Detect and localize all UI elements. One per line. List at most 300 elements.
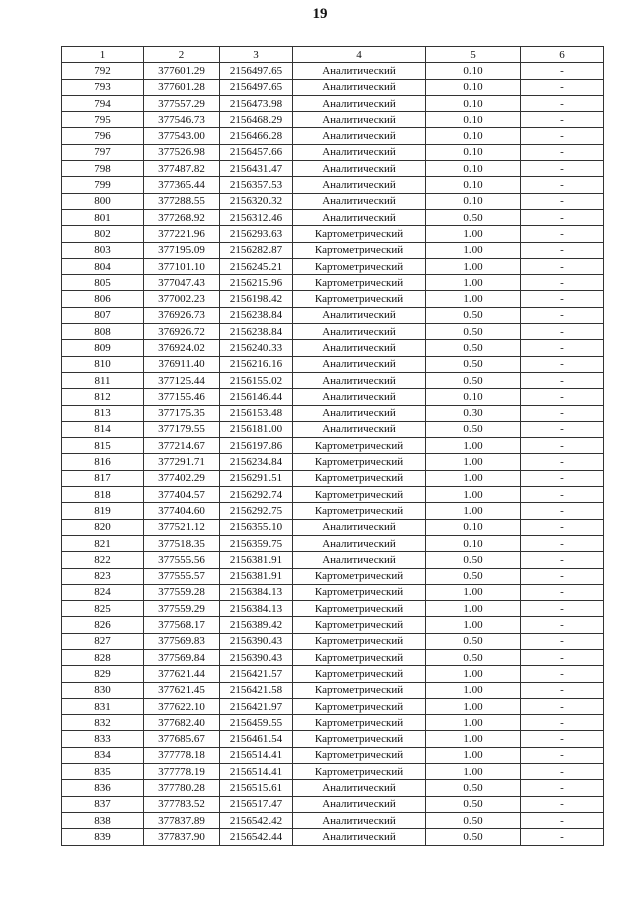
y-coordinate-cell: 2156459.55 — [220, 715, 293, 731]
note-cell: - — [521, 535, 604, 551]
table-row — [62, 324, 604, 340]
accuracy-cell: 0.50 — [426, 307, 521, 323]
y-coordinate-cell: 2156461.54 — [220, 731, 293, 747]
method-cell: Аналитический — [293, 95, 426, 111]
y-coordinate-cell: 2156355.10 — [220, 519, 293, 535]
note-cell: - — [521, 764, 604, 780]
point-number-cell: 817 — [62, 470, 144, 486]
table-row — [62, 568, 604, 584]
y-coordinate-cell: 2156215.96 — [220, 275, 293, 291]
note-cell: - — [521, 666, 604, 682]
y-coordinate-cell: 2156238.84 — [220, 324, 293, 340]
note-cell: - — [521, 519, 604, 535]
table-row — [62, 112, 604, 128]
note-cell: - — [521, 405, 604, 421]
y-coordinate-cell: 2156320.32 — [220, 193, 293, 209]
method-cell: Аналитический — [293, 405, 426, 421]
x-coordinate-cell: 377543.00 — [144, 128, 220, 144]
table-row — [62, 698, 604, 714]
x-coordinate-cell: 377518.35 — [144, 535, 220, 551]
y-coordinate-cell: 2156457.66 — [220, 144, 293, 160]
point-number-cell: 798 — [62, 161, 144, 177]
y-coordinate-cell: 2156421.58 — [220, 682, 293, 698]
table-row — [62, 95, 604, 111]
y-coordinate-cell: 2156384.13 — [220, 601, 293, 617]
note-cell: - — [521, 649, 604, 665]
accuracy-cell: 0.50 — [426, 356, 521, 372]
method-cell: Аналитический — [293, 307, 426, 323]
method-cell: Картометрический — [293, 258, 426, 274]
accuracy-cell: 0.10 — [426, 79, 521, 95]
method-cell: Аналитический — [293, 144, 426, 160]
method-cell: Аналитический — [293, 128, 426, 144]
method-cell: Картометрический — [293, 617, 426, 633]
method-cell: Картометрический — [293, 584, 426, 600]
column-header: 1 — [62, 47, 144, 63]
x-coordinate-cell: 377288.55 — [144, 193, 220, 209]
point-number-cell: 794 — [62, 95, 144, 111]
y-coordinate-cell: 2156390.43 — [220, 633, 293, 649]
method-cell: Картометрический — [293, 470, 426, 486]
note-cell: - — [521, 193, 604, 209]
method-cell: Картометрический — [293, 698, 426, 714]
accuracy-cell: 0.50 — [426, 780, 521, 796]
accuracy-cell: 0.50 — [426, 568, 521, 584]
y-coordinate-cell: 2156497.65 — [220, 63, 293, 79]
point-number-cell: 802 — [62, 226, 144, 242]
table-row — [62, 340, 604, 356]
column-header: 3 — [220, 47, 293, 63]
x-coordinate-cell: 377487.82 — [144, 161, 220, 177]
table-row — [62, 747, 604, 763]
note-cell: - — [521, 747, 604, 763]
accuracy-cell: 1.00 — [426, 764, 521, 780]
x-coordinate-cell: 377291.71 — [144, 454, 220, 470]
method-cell: Картометрический — [293, 503, 426, 519]
method-cell: Аналитический — [293, 177, 426, 193]
column-header: 5 — [426, 47, 521, 63]
point-number-cell: 831 — [62, 698, 144, 714]
point-number-cell: 826 — [62, 617, 144, 633]
y-coordinate-cell: 2156238.84 — [220, 307, 293, 323]
table-body — [62, 63, 604, 845]
note-cell: - — [521, 698, 604, 714]
x-coordinate-cell: 377557.29 — [144, 95, 220, 111]
point-number-cell: 838 — [62, 812, 144, 828]
x-coordinate-cell: 377622.10 — [144, 698, 220, 714]
table-row — [62, 209, 604, 225]
note-cell: - — [521, 307, 604, 323]
point-number-cell: 797 — [62, 144, 144, 160]
method-cell: Аналитический — [293, 340, 426, 356]
x-coordinate-cell: 377569.83 — [144, 633, 220, 649]
method-cell: Картометрический — [293, 715, 426, 731]
accuracy-cell: 0.10 — [426, 95, 521, 111]
y-coordinate-cell: 2156381.91 — [220, 568, 293, 584]
accuracy-cell: 1.00 — [426, 291, 521, 307]
method-cell: Аналитический — [293, 829, 426, 845]
method-cell: Картометрический — [293, 291, 426, 307]
note-cell: - — [521, 112, 604, 128]
note-cell: - — [521, 177, 604, 193]
point-number-cell: 829 — [62, 666, 144, 682]
method-cell: Аналитический — [293, 812, 426, 828]
x-coordinate-cell: 377685.67 — [144, 731, 220, 747]
y-coordinate-cell: 2156381.91 — [220, 552, 293, 568]
y-coordinate-cell: 2156514.41 — [220, 747, 293, 763]
point-number-cell: 825 — [62, 601, 144, 617]
table-row — [62, 796, 604, 812]
method-cell: Картометрический — [293, 666, 426, 682]
y-coordinate-cell: 2156181.00 — [220, 421, 293, 437]
y-coordinate-cell: 2156282.87 — [220, 242, 293, 258]
y-coordinate-cell: 2156197.86 — [220, 438, 293, 454]
accuracy-cell: 0.50 — [426, 829, 521, 845]
y-coordinate-cell: 2156517.47 — [220, 796, 293, 812]
table-row — [62, 242, 604, 258]
y-coordinate-cell: 2156515.61 — [220, 780, 293, 796]
x-coordinate-cell: 377778.19 — [144, 764, 220, 780]
x-coordinate-cell: 377837.89 — [144, 812, 220, 828]
table-row — [62, 584, 604, 600]
table-row — [62, 682, 604, 698]
table-row — [62, 454, 604, 470]
table-row — [62, 617, 604, 633]
method-cell: Картометрический — [293, 764, 426, 780]
method-cell: Картометрический — [293, 242, 426, 258]
x-coordinate-cell: 377404.60 — [144, 503, 220, 519]
point-number-cell: 808 — [62, 324, 144, 340]
note-cell: - — [521, 275, 604, 291]
table-row — [62, 193, 604, 209]
note-cell: - — [521, 454, 604, 470]
x-coordinate-cell: 377404.57 — [144, 487, 220, 503]
point-number-cell: 814 — [62, 421, 144, 437]
y-coordinate-cell: 2156155.02 — [220, 372, 293, 388]
x-coordinate-cell: 377402.29 — [144, 470, 220, 486]
table-row — [62, 470, 604, 486]
point-number-cell: 805 — [62, 275, 144, 291]
table-row — [62, 535, 604, 551]
x-coordinate-cell: 377047.43 — [144, 275, 220, 291]
y-coordinate-cell: 2156153.48 — [220, 405, 293, 421]
table-row — [62, 161, 604, 177]
table-row — [62, 552, 604, 568]
x-coordinate-cell: 377155.46 — [144, 389, 220, 405]
x-coordinate-cell: 377783.52 — [144, 796, 220, 812]
x-coordinate-cell: 377555.57 — [144, 568, 220, 584]
accuracy-cell: 1.00 — [426, 438, 521, 454]
table-row — [62, 275, 604, 291]
accuracy-cell: 1.00 — [426, 454, 521, 470]
note-cell: - — [521, 356, 604, 372]
table-row — [62, 503, 604, 519]
note-cell: - — [521, 731, 604, 747]
table-row — [62, 764, 604, 780]
note-cell: - — [521, 584, 604, 600]
x-coordinate-cell: 377568.17 — [144, 617, 220, 633]
page-number: 19 — [312, 6, 328, 22]
note-cell: - — [521, 470, 604, 486]
accuracy-cell: 1.00 — [426, 747, 521, 763]
accuracy-cell: 0.10 — [426, 161, 521, 177]
point-number-cell: 795 — [62, 112, 144, 128]
point-number-cell: 836 — [62, 780, 144, 796]
note-cell: - — [521, 780, 604, 796]
point-number-cell: 807 — [62, 307, 144, 323]
point-number-cell: 815 — [62, 438, 144, 454]
point-number-cell: 793 — [62, 79, 144, 95]
accuracy-cell: 0.50 — [426, 552, 521, 568]
note-cell: - — [521, 633, 604, 649]
table-row — [62, 487, 604, 503]
accuracy-cell: 1.00 — [426, 226, 521, 242]
method-cell: Аналитический — [293, 112, 426, 128]
note-cell: - — [521, 487, 604, 503]
method-cell: Картометрический — [293, 568, 426, 584]
note-cell: - — [521, 503, 604, 519]
x-coordinate-cell: 377555.56 — [144, 552, 220, 568]
note-cell: - — [521, 340, 604, 356]
x-coordinate-cell: 377778.18 — [144, 747, 220, 763]
table-row — [62, 649, 604, 665]
point-number-cell: 828 — [62, 649, 144, 665]
note-cell: - — [521, 568, 604, 584]
table-row — [62, 666, 604, 682]
method-cell: Аналитический — [293, 780, 426, 796]
point-number-cell: 799 — [62, 177, 144, 193]
x-coordinate-cell: 377546.73 — [144, 112, 220, 128]
accuracy-cell: 0.50 — [426, 649, 521, 665]
note-cell: - — [521, 829, 604, 845]
accuracy-cell: 0.50 — [426, 633, 521, 649]
note-cell: - — [521, 258, 604, 274]
table-row — [62, 731, 604, 747]
point-number-cell: 806 — [62, 291, 144, 307]
y-coordinate-cell: 2156240.33 — [220, 340, 293, 356]
y-coordinate-cell: 2156216.16 — [220, 356, 293, 372]
point-number-cell: 834 — [62, 747, 144, 763]
point-number-cell: 812 — [62, 389, 144, 405]
table-row — [62, 812, 604, 828]
coordinates-table — [61, 46, 604, 846]
accuracy-cell: 0.10 — [426, 535, 521, 551]
point-number-cell: 818 — [62, 487, 144, 503]
accuracy-cell: 0.10 — [426, 128, 521, 144]
x-coordinate-cell: 377621.44 — [144, 666, 220, 682]
accuracy-cell: 0.10 — [426, 112, 521, 128]
method-cell: Картометрический — [293, 731, 426, 747]
table-row — [62, 519, 604, 535]
method-cell: Аналитический — [293, 209, 426, 225]
accuracy-cell: 1.00 — [426, 584, 521, 600]
method-cell: Картометрический — [293, 682, 426, 698]
method-cell: Аналитический — [293, 796, 426, 812]
table-header — [62, 47, 604, 63]
x-coordinate-cell: 377179.55 — [144, 421, 220, 437]
y-coordinate-cell: 2156293.63 — [220, 226, 293, 242]
table-row — [62, 63, 604, 79]
point-number-cell: 837 — [62, 796, 144, 812]
x-coordinate-cell: 377002.23 — [144, 291, 220, 307]
y-coordinate-cell: 2156421.97 — [220, 698, 293, 714]
table-row — [62, 715, 604, 731]
method-cell: Картометрический — [293, 649, 426, 665]
column-header: 4 — [293, 47, 426, 63]
method-cell: Аналитический — [293, 372, 426, 388]
accuracy-cell: 0.50 — [426, 796, 521, 812]
point-number-cell: 827 — [62, 633, 144, 649]
y-coordinate-cell: 2156292.75 — [220, 503, 293, 519]
point-number-cell: 835 — [62, 764, 144, 780]
y-coordinate-cell: 2156312.46 — [220, 209, 293, 225]
point-number-cell: 833 — [62, 731, 144, 747]
x-coordinate-cell: 376924.02 — [144, 340, 220, 356]
point-number-cell: 824 — [62, 584, 144, 600]
accuracy-cell: 1.00 — [426, 666, 521, 682]
accuracy-cell: 0.10 — [426, 63, 521, 79]
y-coordinate-cell: 2156359.75 — [220, 535, 293, 551]
point-number-cell: 803 — [62, 242, 144, 258]
accuracy-cell: 1.00 — [426, 698, 521, 714]
x-coordinate-cell: 377682.40 — [144, 715, 220, 731]
method-cell: Аналитический — [293, 161, 426, 177]
note-cell: - — [521, 144, 604, 160]
note-cell: - — [521, 438, 604, 454]
method-cell: Аналитический — [293, 324, 426, 340]
method-cell: Аналитический — [293, 552, 426, 568]
x-coordinate-cell: 377837.90 — [144, 829, 220, 845]
x-coordinate-cell: 377601.29 — [144, 63, 220, 79]
accuracy-cell: 1.00 — [426, 601, 521, 617]
note-cell: - — [521, 617, 604, 633]
accuracy-cell: 1.00 — [426, 715, 521, 731]
point-number-cell: 811 — [62, 372, 144, 388]
y-coordinate-cell: 2156198.42 — [220, 291, 293, 307]
column-header: 6 — [521, 47, 604, 63]
method-cell: Аналитический — [293, 79, 426, 95]
point-number-cell: 832 — [62, 715, 144, 731]
table-row — [62, 307, 604, 323]
accuracy-cell: 0.50 — [426, 340, 521, 356]
y-coordinate-cell: 2156292.74 — [220, 487, 293, 503]
point-number-cell: 821 — [62, 535, 144, 551]
note-cell: - — [521, 796, 604, 812]
note-cell: - — [521, 63, 604, 79]
accuracy-cell: 0.10 — [426, 177, 521, 193]
table-row — [62, 421, 604, 437]
accuracy-cell: 1.00 — [426, 487, 521, 503]
y-coordinate-cell: 2156146.44 — [220, 389, 293, 405]
accuracy-cell: 1.00 — [426, 242, 521, 258]
table-row — [62, 144, 604, 160]
table-row — [62, 780, 604, 796]
x-coordinate-cell: 376926.73 — [144, 307, 220, 323]
method-cell: Картометрический — [293, 454, 426, 470]
y-coordinate-cell: 2156497.65 — [220, 79, 293, 95]
note-cell: - — [521, 226, 604, 242]
method-cell: Аналитический — [293, 389, 426, 405]
point-number-cell: 801 — [62, 209, 144, 225]
accuracy-cell: 0.50 — [426, 812, 521, 828]
x-coordinate-cell: 377268.92 — [144, 209, 220, 225]
y-coordinate-cell: 2156514.41 — [220, 764, 293, 780]
method-cell: Аналитический — [293, 193, 426, 209]
table-row — [62, 372, 604, 388]
accuracy-cell: 0.50 — [426, 372, 521, 388]
accuracy-cell: 1.00 — [426, 682, 521, 698]
table-row — [62, 829, 604, 845]
method-cell: Картометрический — [293, 275, 426, 291]
x-coordinate-cell: 377175.35 — [144, 405, 220, 421]
method-cell: Картометрический — [293, 438, 426, 454]
table-row — [62, 128, 604, 144]
accuracy-cell: 0.10 — [426, 193, 521, 209]
method-cell: Аналитический — [293, 519, 426, 535]
point-number-cell: 796 — [62, 128, 144, 144]
point-number-cell: 823 — [62, 568, 144, 584]
table-row — [62, 258, 604, 274]
x-coordinate-cell: 377101.10 — [144, 258, 220, 274]
point-number-cell: 810 — [62, 356, 144, 372]
y-coordinate-cell: 2156431.47 — [220, 161, 293, 177]
method-cell: Картометрический — [293, 487, 426, 503]
accuracy-cell: 1.00 — [426, 258, 521, 274]
point-number-cell: 820 — [62, 519, 144, 535]
accuracy-cell: 1.00 — [426, 617, 521, 633]
note-cell: - — [521, 209, 604, 225]
method-cell: Аналитический — [293, 63, 426, 79]
accuracy-cell: 1.00 — [426, 503, 521, 519]
header-row — [62, 47, 604, 63]
note-cell: - — [521, 324, 604, 340]
method-cell: Аналитический — [293, 356, 426, 372]
column-header: 2 — [144, 47, 220, 63]
accuracy-cell: 1.00 — [426, 470, 521, 486]
note-cell: - — [521, 682, 604, 698]
note-cell: - — [521, 372, 604, 388]
note-cell: - — [521, 601, 604, 617]
point-number-cell: 819 — [62, 503, 144, 519]
table-row — [62, 79, 604, 95]
x-coordinate-cell: 377365.44 — [144, 177, 220, 193]
x-coordinate-cell: 377214.67 — [144, 438, 220, 454]
method-cell: Картометрический — [293, 601, 426, 617]
x-coordinate-cell: 376926.72 — [144, 324, 220, 340]
accuracy-cell: 0.50 — [426, 421, 521, 437]
note-cell: - — [521, 95, 604, 111]
note-cell: - — [521, 128, 604, 144]
method-cell: Картометрический — [293, 226, 426, 242]
accuracy-cell: 0.10 — [426, 519, 521, 535]
x-coordinate-cell: 377601.28 — [144, 79, 220, 95]
point-number-cell: 792 — [62, 63, 144, 79]
point-number-cell: 813 — [62, 405, 144, 421]
table-row — [62, 291, 604, 307]
table-row — [62, 177, 604, 193]
x-coordinate-cell: 377621.45 — [144, 682, 220, 698]
point-number-cell: 822 — [62, 552, 144, 568]
point-number-cell: 839 — [62, 829, 144, 845]
table-row — [62, 601, 604, 617]
table-row — [62, 389, 604, 405]
point-number-cell: 809 — [62, 340, 144, 356]
note-cell: - — [521, 812, 604, 828]
x-coordinate-cell: 377221.96 — [144, 226, 220, 242]
accuracy-cell: 0.10 — [426, 389, 521, 405]
y-coordinate-cell: 2156473.98 — [220, 95, 293, 111]
y-coordinate-cell: 2156542.44 — [220, 829, 293, 845]
